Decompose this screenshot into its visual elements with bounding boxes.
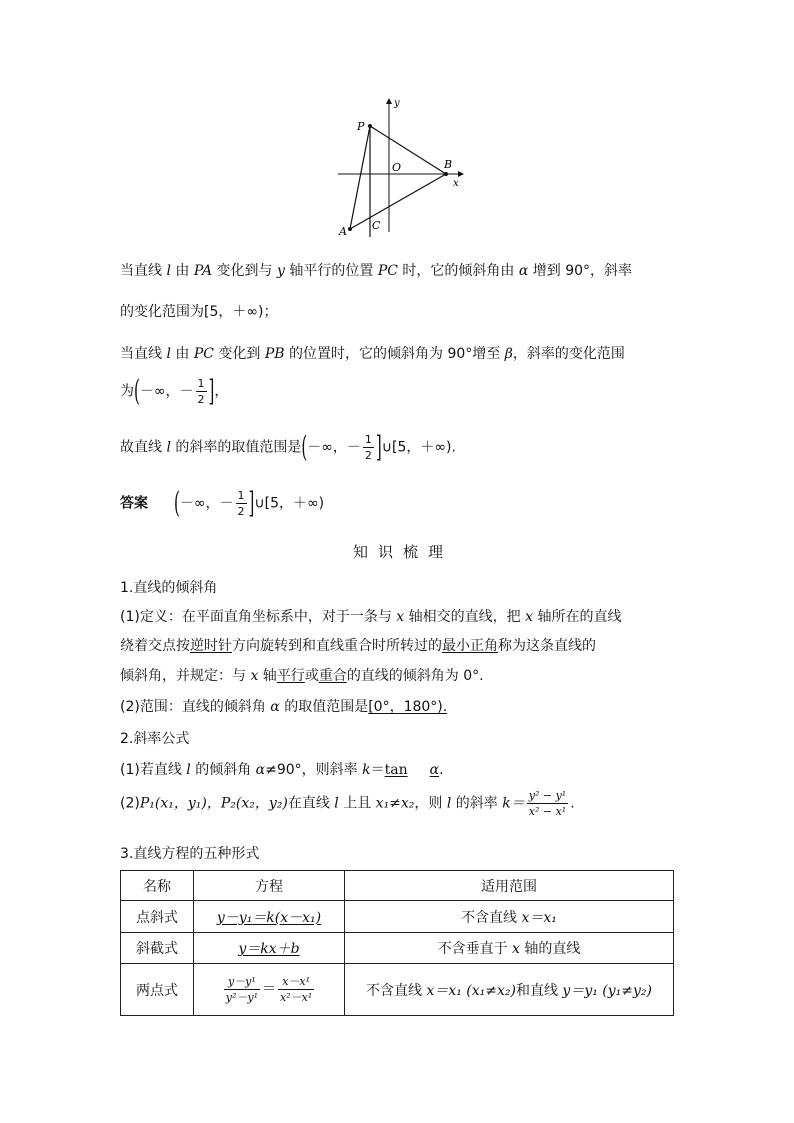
text: 的取值范围是: [279, 699, 369, 715]
row-name: 两点式: [121, 964, 194, 1016]
text: 由: [170, 346, 194, 362]
text: (1)若直线: [120, 762, 187, 778]
section-title: 知识梳理: [353, 543, 454, 561]
text: 不含垂直于: [437, 941, 513, 957]
text: 变化到: [213, 346, 265, 362]
row-name: 点斜式: [121, 901, 194, 933]
answer-line: [120, 485, 325, 520]
y-axis-arrow-icon: [386, 98, 392, 104]
var-l: l: [186, 762, 191, 778]
s1-title: 1.直线的倾斜角: [120, 580, 218, 596]
para-1-line-2: 的变化范围为[5，＋∞)；: [120, 304, 278, 320]
points: P₁(x₁，y₁)，P₂(x₂，y₂): [139, 795, 288, 812]
text: 上且: [338, 795, 376, 812]
answer-blank: 平行: [276, 668, 305, 684]
s1-range: [120, 696, 447, 716]
var-l: l: [166, 346, 171, 362]
answer-label: 答案: [120, 495, 148, 512]
left-paren: (: [174, 485, 180, 520]
s1-def-line-2: [120, 635, 596, 655]
label-b: B: [444, 158, 453, 171]
denominator: 2: [364, 449, 372, 462]
para-2-line-2: [120, 373, 229, 408]
fraction: [196, 378, 207, 405]
text: ，: [214, 383, 229, 400]
var-alpha: α: [255, 762, 266, 778]
table-row: [121, 933, 674, 964]
line-ab: [350, 174, 446, 229]
text: －∞，－: [179, 495, 234, 512]
table-header-row: [121, 871, 674, 901]
var-pc: PC: [377, 263, 398, 279]
text: ∪[5，＋∞): [254, 495, 325, 512]
text: (2)范围：直线的倾斜角: [120, 699, 271, 715]
text: 倾斜角，并规定：与: [120, 668, 251, 684]
var-alpha: α: [429, 762, 440, 778]
var-l: l: [446, 795, 452, 812]
text: 故直线: [120, 439, 167, 456]
table-row: [121, 964, 674, 1016]
text: 轴: [258, 668, 277, 684]
text: 不含直线: [365, 982, 427, 999]
var-pa: PA: [193, 263, 213, 279]
slope-fraction: [527, 790, 568, 817]
text: ≠90°，则斜率: [265, 762, 363, 778]
s2-formula-2: [120, 790, 575, 817]
label-y: y: [394, 98, 400, 109]
text: (1)定义：在平面直角坐标系中，对于一条与: [120, 609, 397, 625]
left-paren: (: [301, 429, 308, 464]
answer-blank: 逆时针: [190, 638, 232, 654]
row-scope: [345, 964, 674, 1016]
numerator: y² − y¹: [528, 789, 567, 802]
header-name: 名称: [121, 871, 194, 901]
label-o: O: [392, 161, 402, 174]
expr: x＝x₁: [521, 909, 557, 926]
var-pb: PB: [264, 346, 285, 362]
row-name: 斜截式: [121, 933, 194, 964]
label-c: C: [372, 219, 381, 232]
point-b: [444, 172, 448, 176]
var-x: x: [396, 609, 405, 625]
text: 增到 90°，斜率: [528, 263, 633, 279]
text: 轴相交的直线，把: [404, 609, 526, 625]
numerator: 1: [197, 377, 205, 390]
text: 绕着交点按: [120, 638, 190, 654]
line-pa: [350, 126, 370, 229]
fraction-y: [224, 976, 260, 1003]
text: 的位置时，它的倾斜角为 90°增至: [284, 346, 505, 362]
s2-formula-1: [120, 759, 444, 779]
var-beta: β: [504, 346, 513, 362]
para-2-line-1: [120, 343, 625, 363]
x-axis-arrow-icon: [458, 171, 464, 177]
text: 的倾斜角: [190, 762, 256, 778]
text: 在直线: [287, 795, 335, 812]
text: 轴平行的位置: [284, 263, 378, 279]
text: (2): [120, 795, 140, 812]
text: 称为这条直线的: [498, 638, 596, 654]
text: 轴所在的直线: [533, 609, 622, 625]
right-bracket: ]: [248, 485, 255, 520]
fraction-x: [278, 976, 314, 1003]
answer-blank: 重合: [318, 668, 347, 684]
text: 由: [170, 263, 194, 279]
right-bracket: ]: [375, 429, 382, 464]
var-alpha: α: [518, 263, 529, 279]
equation: y＝kx＋b: [238, 941, 300, 957]
text: 或: [304, 668, 319, 684]
text: .: [439, 762, 444, 778]
text: ，则: [414, 795, 447, 812]
equals: ＝: [262, 981, 276, 998]
fraction: [236, 490, 247, 517]
text: －∞，－: [307, 439, 361, 456]
label-a: A: [339, 225, 347, 238]
equation: y－y₁＝k(x－x₁): [216, 909, 322, 926]
var-alpha: α: [270, 699, 280, 715]
var-l: l: [166, 439, 171, 456]
text: 当直线: [120, 263, 167, 279]
denominator: 2: [197, 393, 205, 406]
s3-title: 3.直线方程的五种形式: [120, 846, 260, 862]
label-p: P: [357, 120, 365, 133]
answer-blank: [0°，180°).: [368, 699, 448, 715]
text: ＝: [370, 762, 385, 778]
numerator: 1: [237, 489, 245, 502]
text: ∪[5，＋∞).: [381, 439, 456, 456]
row-equation: [194, 933, 345, 964]
text: 为: [120, 383, 134, 400]
denominator: x²－x¹: [280, 991, 313, 1004]
row-equation: [194, 964, 345, 1016]
line-pb: [370, 126, 446, 174]
left-paren: (: [134, 373, 140, 408]
line-forms-table: [120, 870, 674, 1016]
row-equation: [194, 901, 345, 933]
header-scope: 适用范围: [345, 871, 674, 901]
point-p: [368, 124, 372, 128]
var-x: x: [525, 609, 533, 625]
answer-blank: 最小正角: [442, 638, 498, 654]
text: 变化到与: [212, 263, 277, 279]
var-l: l: [166, 263, 171, 279]
numerator: y－y¹: [224, 976, 260, 990]
row-scope: [345, 933, 674, 964]
fraction: [363, 434, 374, 461]
text: 和直线: [515, 982, 563, 999]
text: 的直线的倾斜角为 0°.: [346, 668, 484, 684]
para-3: [120, 429, 456, 464]
var-k: k: [362, 762, 371, 778]
text: ，斜率的变化范围: [512, 346, 625, 362]
text: 方向旋转到和直线重合时所转过的: [232, 638, 442, 654]
expr: (y₁≠y₂): [597, 982, 653, 999]
s2-title: 2.斜率公式: [120, 731, 190, 747]
right-bracket: ]: [208, 373, 215, 408]
text: 的斜率的取值范围是: [170, 439, 302, 456]
text: 的斜率: [451, 795, 503, 812]
text: －∞，－: [139, 383, 194, 400]
var-x: x: [512, 941, 520, 957]
point-a: [348, 227, 352, 231]
label-x: x: [453, 178, 459, 189]
var-k: k＝: [502, 795, 525, 812]
var-x: x: [250, 668, 259, 684]
row-scope: [345, 901, 674, 933]
expr: (x₁≠x₂): [461, 982, 516, 999]
condition: x₁≠x₂: [375, 795, 415, 812]
s1-def-line-1: [120, 606, 621, 626]
var-y: y: [277, 263, 285, 279]
answer-blank: [385, 762, 439, 778]
expr: x＝x₁: [426, 982, 462, 999]
text: 不含直线: [461, 909, 522, 926]
para-1-line-1: [120, 260, 632, 280]
numerator: 1: [364, 433, 372, 446]
denominator: y²－y¹: [225, 991, 258, 1004]
numerator: x－x¹: [278, 976, 314, 990]
text: .: [570, 795, 575, 812]
coordinate-diagram: [330, 92, 470, 242]
text: 当直线: [120, 346, 167, 362]
var-l: l: [334, 795, 339, 812]
denominator: 2: [237, 505, 245, 518]
expr: y＝y₁: [562, 982, 598, 999]
denominator: x² − x¹: [528, 805, 567, 818]
var-pc: PC: [193, 346, 214, 362]
header-equation: 方程: [194, 871, 345, 901]
text: 轴的直线: [519, 941, 581, 957]
text: 时，它的倾斜角由: [397, 263, 519, 279]
tan-text: tan: [384, 762, 408, 778]
s1-def-line-3: [120, 665, 484, 685]
table-row: [121, 901, 674, 933]
